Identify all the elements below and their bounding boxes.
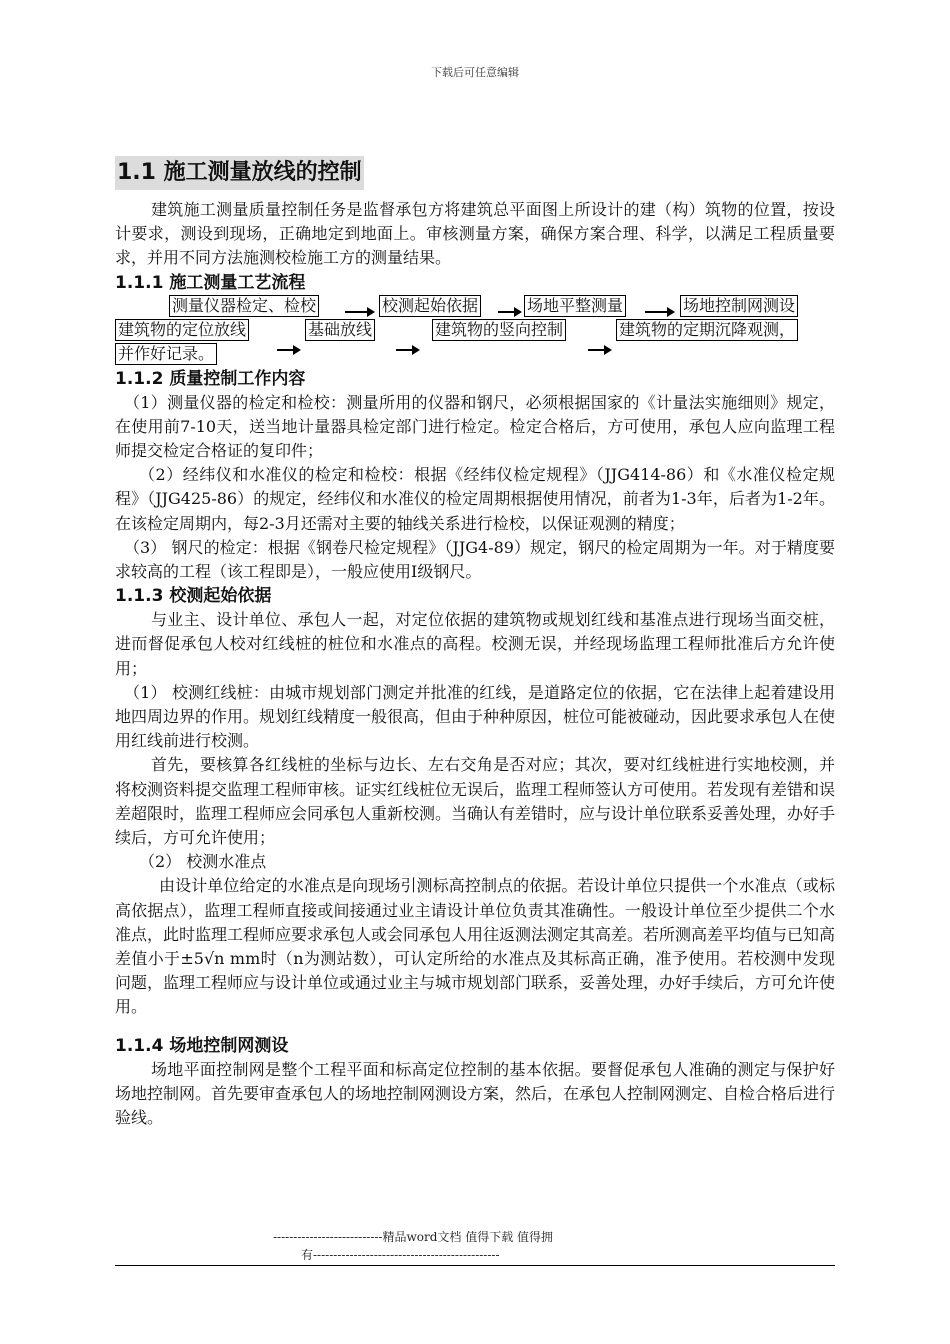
paragraph-benchmark-check: 由设计单位给定的水准点是向现场引测标高控制点的依据。若设计单位只提供一个水准点（或标高依据点），监理工程师直接或间接通过业主请设计单位负责其准确性。一般设计单位至少提供二个水准点，此时监理工程师应要求承包人或会同承包人用往返测法测定其高差。若所测高差平均值与已知高差值小于±5√n mm时（n为测站数），可认定所给的水准点及其标高正确，准予使用。若校测中发现问题，监理工程师应与设计单位或通过业主与城市规划部门联系，妥善处理，办好手续后，方可允许使用。 (115, 876, 836, 1017)
flow-step-positioning: 建筑物的定位放线 (115, 319, 249, 341)
paragraph-stake-handover: 与业主、设计单位、承包人一起，对定位依据的建筑物或规划红线和基准点进行现场当面交桩，进而督促承包人校对红线桩的桩位和水准点的高程。校测无误，并经现场监理工程师批准后方允许使用； (115, 610, 835, 678)
flow-arrow (277, 345, 301, 355)
footer-line-2: 有---------------------------------------------- (301, 1248, 500, 1262)
subsection-title-1-1-3: 1.1.3 校测起始依据 (115, 586, 272, 607)
footer-line-1: ---------------------------精品word文档 值得下载 值得拥 (273, 1230, 554, 1244)
page-header-note: 下载后可任意编辑 (431, 66, 519, 79)
paragraph-control-network: 场地平面控制网是整个工程平面和标高定位控制的基本依据。要督促承包人准确的测定与保护好场地控制网。首先要审查承包人的场地控制网测设方案，然后，在承包人控制网测定、自检合格后进行验线。 (115, 1059, 836, 1128)
flow-step-vertical-control: 建筑物的竖向控制 (432, 319, 566, 341)
paragraph-theodolite-level: （2）经纬仪和水准仪的检定和检校：根据《经纬仪检定规程》（JJG414-86）和《水准仪检定规程》（JJG425-86）的规定，经纬仪和水准仪的检定周期根据使用情况，前者为1-3年，后者为1-2年。在该检定周期内，每2-3月还需对主要的轴线关系进行检校，以保证观测的精度； (115, 465, 835, 533)
intro-paragraph: 建筑施工测量质量控制任务是监督承包方将建筑总平面图上所设计的建（构）筑物的位置，按设计要求，测设到现场，正确地定到地面上。审核测量方案，确保方案合理、科学，以满足工程质量要求，并用不同方法施测校检施工方的测量结果。 (115, 200, 835, 268)
footer-rule (115, 1265, 835, 1266)
subsection-title-1-1-4: 1.1.4 场地控制网测设 (115, 1035, 289, 1056)
paragraph-benchmark-heading: （2） 校测水准点 (139, 852, 267, 872)
flow-step-settlement-observation: 建筑物的定期沉降观测， (616, 319, 798, 341)
paragraph-steel-tape: （3） 钢尺的检定：根据《钢卷尺检定规程》（JJG4-89）规定，钢尺的检定周期为一年。对于精度要求较高的工程（该工程即是），一般应使用Ⅰ级钢尺。 (115, 537, 835, 582)
document-body (115, 156, 835, 1130)
flow-step-instrument-check: 测量仪器检定、检校 (169, 295, 319, 317)
paragraph-instrument-calibration: （1）测量仪器的检定和检校：测量所用的仪器和钢尺，必须根据国家的《计量法实施细则》规定，在使用前7-10天，送当地计量器具检定部门进行检定。检定合格后，方可使用，承包人应向监理工程师提交检定合格证的复印件； (115, 392, 835, 461)
process-flowchart (115, 295, 835, 367)
flow-step-record: 并作好记录。 (115, 343, 217, 365)
flow-arrow (645, 307, 675, 317)
flow-step-foundation: 基础放线 (305, 319, 375, 341)
paragraph-red-line-check: （1） 校测红线桩：由城市规划部门测定并批准的红线，是道路定位的依据，它在法律上起着建设用地四周边界的作用。规划红线精度一般很高，但由于种种原因，桩位可能被碰动，因此要求承包人在使用红线前进行校测。 (115, 682, 836, 751)
section-title: 1.1 施工测量放线的控制 (115, 156, 364, 190)
flow-arrow (588, 345, 612, 355)
flow-step-control-network: 场地控制网测设 (680, 295, 798, 317)
paragraph-red-line-procedure: 首先，要核算各红线桩的坐标与边长、左右交角是否对应；其次，要对红线桩进行实地校测，并将校测资料提交监理工程师审核。证实红线桩位无误后，监理工程师签认方可使用。若发现有差错和误差超限时，监理工程师应会同承包人重新校测。当确认有差错时，应与设计单位联系妥善处理，办好手续后，方可允许使用； (115, 755, 836, 848)
subsection-title-1-1-1: 1.1.1 施工测量工艺流程 (115, 272, 306, 293)
flow-arrow (498, 307, 522, 317)
flow-arrow (345, 307, 375, 317)
flow-arrow (396, 345, 420, 355)
subsection-title-1-1-2: 1.1.2 质量控制工作内容 (115, 368, 306, 389)
flow-step-site-leveling: 场地平整测量 (524, 295, 626, 317)
page-footer (115, 1228, 835, 1264)
flow-step-starting-basis: 校测起始依据 (379, 295, 481, 317)
